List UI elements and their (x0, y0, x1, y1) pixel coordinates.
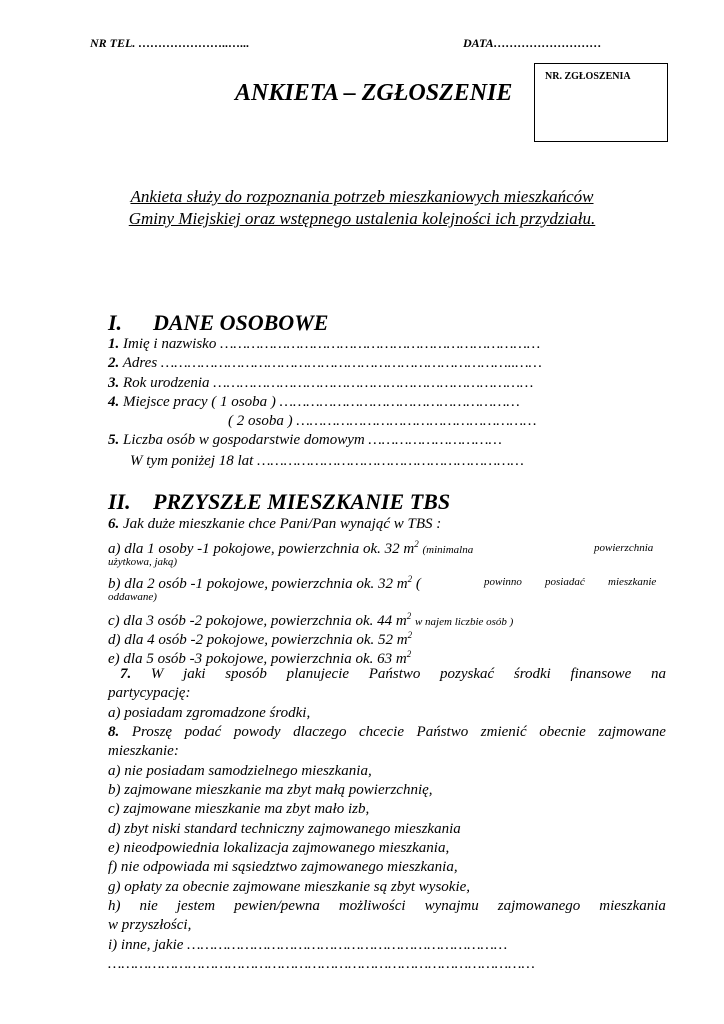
question-6 (108, 515, 441, 533)
item-text: Miejsce pracy ( 1 osoba ) ……………………………………………… (123, 394, 520, 410)
application-number-label: NR. ZGŁOSZENIA (545, 71, 631, 82)
option-e: e) dla 5 osób -3 pokojowe, powierzchnia ok. 63 $m^2$ (108, 649, 412, 667)
option-b-note-1: powinno (484, 576, 522, 588)
form-item (108, 431, 502, 449)
option-d: d) dla 4 osób -2 pokojowe, powierzchnia ok. 52 $m^2$ (108, 630, 413, 648)
intro-line-2: Gminy Miejskiej oraz wstępnego ustalenia kolejności ich przydziału. (128, 209, 596, 228)
form-item (108, 354, 542, 372)
form-item (108, 393, 520, 411)
option-a: a) dla 1 osoby -1 pokojowe, powierzchnia ok. 32 $m^2$ (minimalna (108, 539, 474, 557)
reason-item: d) zbyt niski standard techniczny zajmowanego mieszkania (108, 821, 461, 837)
item-text: Adres ……………………………………………………………………..…… (122, 355, 542, 371)
item-text: Liczba osób w gospodarstwie domowym ………………………… (123, 432, 502, 448)
option-a-note-cont: użytkowa, jaką) (108, 556, 178, 568)
form-item (108, 335, 540, 353)
option-b-note-3: mieszkanie (608, 576, 657, 588)
page-title: ANKIETA – ZGŁOSZENIE (235, 80, 513, 106)
item-text: Imię i nazwisko ……………………………………………………………… (123, 336, 541, 352)
form-item-continuation: ( 2 osoba ) ……………………………………………… (228, 413, 537, 429)
section1-number: I. (108, 310, 123, 335)
item-number: 2. (108, 355, 120, 371)
option-b-note-cont: oddawane) (108, 591, 157, 603)
section2-number: II. (108, 489, 131, 514)
option-b-note-2: posiadać (545, 576, 585, 588)
application-number-box (534, 63, 668, 142)
question-7: 7. W jaki sposób planujecie Państwo pozyskać środki finansowe na (120, 666, 666, 682)
form-item-continuation: W tym poniżej 18 lat …………………………………………………… (130, 453, 524, 469)
form-item (108, 374, 533, 392)
reason-item: c) zajmowane mieszkanie ma zbyt mało izb, (108, 801, 370, 817)
reason-item: b) zajmowane mieszkanie ma zbyt małą powierzchnię, (108, 782, 433, 798)
dotted-line: …………………………………………………………………………………… (108, 956, 535, 972)
question-8-cont: mieszkanie: (108, 743, 179, 759)
question-7-cont: partycypację: (108, 685, 191, 701)
intro-line-1: Ankieta służy do rozpoznania potrzeb mieszkaniowych mieszkańców (130, 187, 594, 206)
reason-item: e) nieodpowiednia lokalizacja zajmowanego mieszkania, (108, 840, 450, 856)
option-b: b) dla 2 osób -1 pokojowe, powierzchnia ok. 32 $m^2$ ( (108, 574, 421, 592)
item-text: Jak duże mieszkanie chce Pani/Pan wynająć w TBS : (123, 516, 442, 532)
reason-item: a) nie posiadam samodzielnego mieszkania, (108, 763, 372, 779)
option-a-note: powierzchnia (594, 542, 654, 554)
item-number: 6. (108, 516, 120, 532)
item-number: 5. (108, 432, 120, 448)
section1-title: DANE OSOBOWE (153, 310, 329, 335)
section2-title: PRZYSZŁE MIESZKANIE TBS (153, 489, 451, 514)
item-number: 3. (108, 375, 120, 391)
reason-item: g) opłaty za obecnie zajmowane mieszkanie są zbyt wysokie, (108, 879, 471, 895)
option-c: c) dla 3 osób -2 pokojowe, powierzchnia ok. 44 $m^2$ w najem liczbie osób ) (108, 611, 514, 629)
question-8: 8. Proszę podać powody dlaczego chcecie Państwo zmienić obecnie zajmowane (108, 724, 666, 740)
item-number: 1. (108, 336, 120, 352)
phone-field: NR TEL. …………………..…... (90, 36, 250, 50)
reason-item-h: h) nie jestem pewien/pewna możliwości wynajmu zajmowanego mieszkania (108, 898, 666, 914)
item-text: Rok urodzenia ……………………………………………………………… (123, 375, 534, 391)
reason-item-h-cont: w przyszłości, (108, 917, 192, 933)
item-number: 4. (108, 394, 120, 410)
q7-option-a: a) posiadam zgromadzone środki, (108, 705, 311, 721)
reason-item-other: i) inne, jakie ……………………………………………………………… (108, 937, 508, 953)
reason-item: f) nie odpowiada mi sąsiedztwo zajmowanego mieszkania, (108, 859, 458, 875)
date-field: DATA……………………… (463, 36, 602, 50)
